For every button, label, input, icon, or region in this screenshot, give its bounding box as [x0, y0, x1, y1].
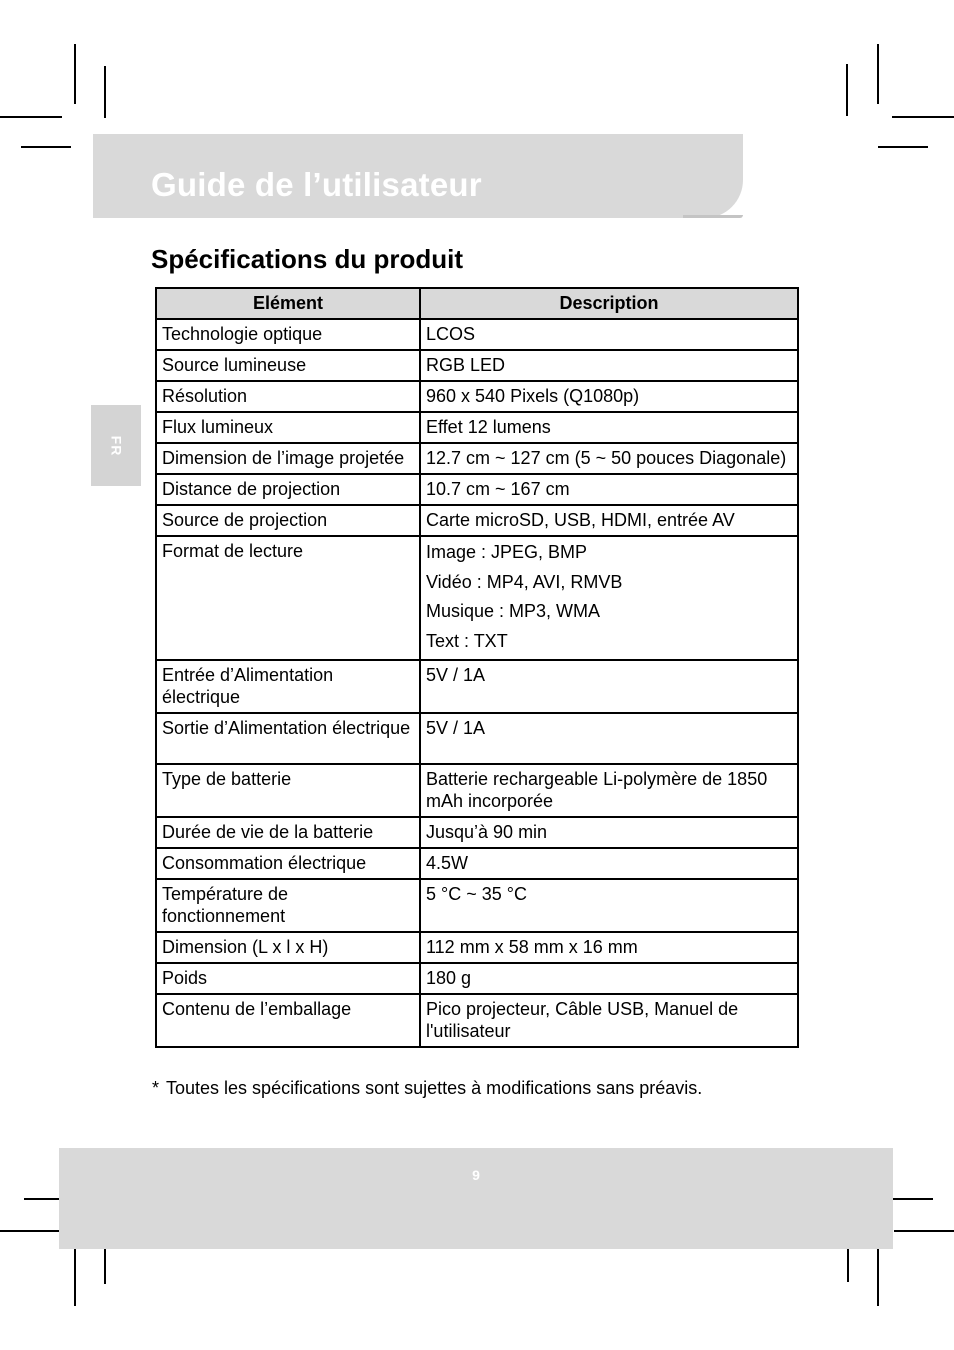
table-row: [156, 713, 798, 764]
format-line: Text : TXT: [426, 630, 508, 651]
table-row: [156, 932, 798, 963]
row-item: Sortie d’Alimentation électrique: [156, 713, 420, 764]
table-header-row: [156, 288, 798, 319]
row-item: Format de lecture: [156, 536, 420, 660]
row-description: Batterie rechargeable Li-polymère de 1850 mAh incorporée: [420, 764, 798, 817]
footnote-marker: *: [152, 1078, 160, 1098]
row-item: Poids: [156, 963, 420, 994]
row-description: Effet 12 lumens: [420, 412, 798, 443]
page-header-title: Guide de l’utilisateur: [151, 166, 482, 203]
row-item: Contenu de l’emballage: [156, 994, 420, 1047]
row-description: 12.7 cm ~ 127 cm (5 ~ 50 pouces Diagonale): [420, 443, 798, 474]
crop-mark: [878, 146, 928, 148]
row-item: Source lumineuse: [156, 350, 420, 381]
column-header-description: Description: [420, 288, 798, 319]
header-band: [93, 134, 743, 218]
language-tab: [91, 405, 141, 486]
crop-mark: [877, 1246, 879, 1306]
crop-mark: [104, 66, 106, 118]
row-description: 5V / 1A: [420, 713, 798, 764]
table-row: [156, 474, 798, 505]
row-item: Source de projection: [156, 505, 420, 536]
row-item: Résolution: [156, 381, 420, 412]
section-title: Spécifications du produit: [151, 244, 464, 274]
row-description: 960 x 540 Pixels (Q1080p): [420, 381, 798, 412]
crop-mark: [877, 44, 879, 104]
crop-mark: [894, 1230, 954, 1232]
table-row: [156, 443, 798, 474]
crop-mark: [21, 146, 71, 148]
row-description: LCOS: [420, 319, 798, 350]
specifications-table: [155, 287, 799, 1048]
crop-mark: [74, 1246, 76, 1306]
table-row: [156, 660, 798, 713]
format-line: Vidéo : MP4, AVI, RMVB: [426, 571, 623, 592]
table-row: [156, 536, 798, 660]
row-item: Consommation électrique: [156, 848, 420, 879]
row-description: 180 g: [420, 963, 798, 994]
crop-mark: [74, 44, 76, 104]
row-description: [420, 536, 798, 660]
row-description: Pico projecteur, Câble USB, Manuel de l'utilisateur: [420, 994, 798, 1047]
row-description: Carte microSD, USB, HDMI, entrée AV: [420, 505, 798, 536]
row-description: 10.7 cm ~ 167 cm: [420, 474, 798, 505]
table-row: [156, 350, 798, 381]
row-item: Technologie optique: [156, 319, 420, 350]
row-item: Dimension de l’image projetée: [156, 443, 420, 474]
table-row: [156, 848, 798, 879]
row-item: Dimension (L x l x H): [156, 932, 420, 963]
row-item: Type de batterie: [156, 764, 420, 817]
row-item: Flux lumineux: [156, 412, 420, 443]
row-description: Jusqu’à 90 min: [420, 817, 798, 848]
table-row: [156, 319, 798, 350]
row-description: 5 °C ~ 35 °C: [420, 879, 798, 932]
footer-band: [59, 1148, 893, 1249]
table-row: [156, 817, 798, 848]
format-line: Image : JPEG, BMP: [426, 542, 588, 562]
row-item: Distance de projection: [156, 474, 420, 505]
table-row: [156, 505, 798, 536]
crop-mark: [0, 1230, 60, 1232]
language-tab-label: FR: [107, 435, 124, 456]
row-item: Entrée d’Alimentation électrique: [156, 660, 420, 713]
footnote: [152, 1078, 702, 1099]
table-row: [156, 963, 798, 994]
row-description: RGB LED: [420, 350, 798, 381]
row-item: Température de fonctionnement: [156, 879, 420, 932]
crop-mark: [0, 116, 62, 118]
table-row: [156, 764, 798, 817]
table-row: [156, 879, 798, 932]
page-number: 9: [472, 1167, 480, 1183]
table-row: [156, 994, 798, 1047]
format-line: Musique : MP3, WMA: [426, 601, 601, 621]
row-description: 4.5W: [420, 848, 798, 879]
row-description: 5V / 1A: [420, 660, 798, 713]
row-item: Durée de vie de la batterie: [156, 817, 420, 848]
footnote-text: Toutes les spécifications sont sujettes à modifications sans préavis.: [166, 1078, 703, 1098]
crop-mark: [892, 116, 954, 118]
row-description: 112 mm x 58 mm x 16 mm: [420, 932, 798, 963]
table-row: [156, 412, 798, 443]
column-header-element: Elément: [156, 288, 420, 319]
table-row: [156, 381, 798, 412]
crop-mark: [846, 64, 848, 116]
